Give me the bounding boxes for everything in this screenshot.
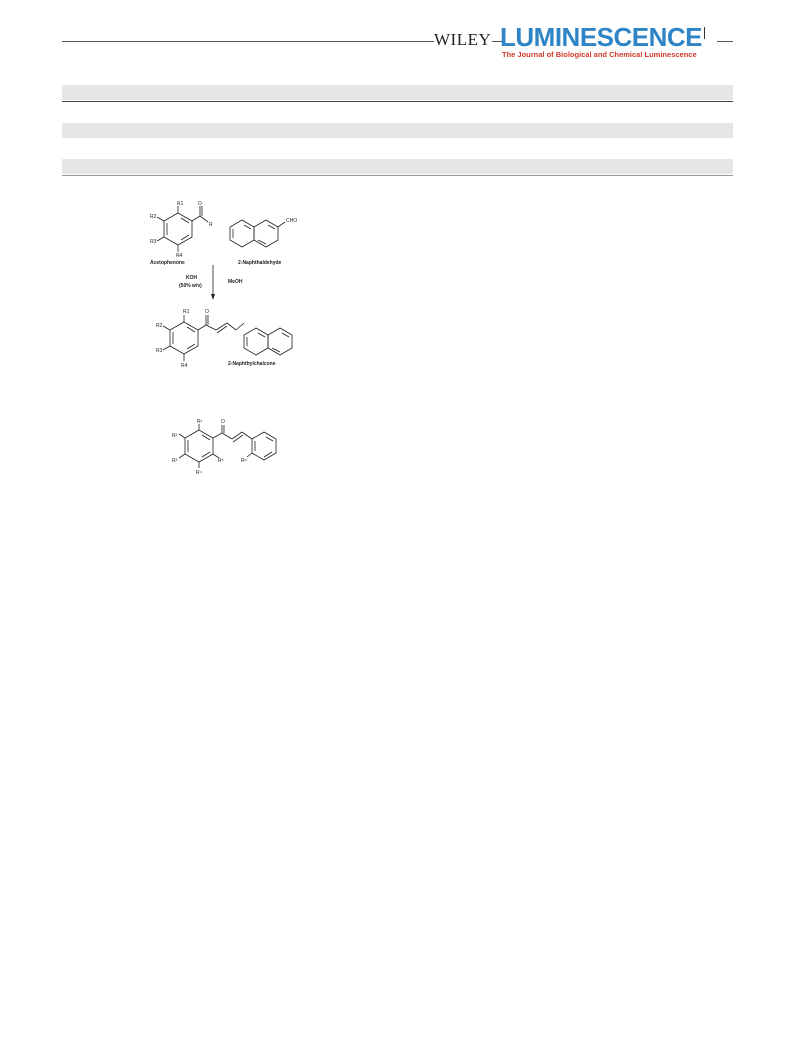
label-r2: R2 <box>150 214 157 220</box>
publisher-logo: WILEY <box>434 30 492 49</box>
reagent-conc-label: (50% w/v) <box>179 283 202 289</box>
structure2-label: R¹ <box>197 419 203 425</box>
label-cho: CHO <box>286 218 298 224</box>
product-naphthalene-a <box>244 328 268 355</box>
chalcone-ring <box>170 322 198 354</box>
structure2-label: R⁵ <box>218 458 224 464</box>
journal-subtitle: The Journal of Biological and Chemical Luminescence <box>502 50 697 59</box>
label-oxygen: O <box>205 309 209 315</box>
reagent-label: KOH <box>186 275 198 281</box>
journal-title: LUMINESCENCE <box>500 22 703 52</box>
label-r: R <box>209 222 213 228</box>
label-r1: R1 <box>177 201 184 207</box>
structure2-ring-b <box>252 432 276 460</box>
product-label: 2-Naphthylchalcone <box>228 361 276 367</box>
arrow-head <box>211 294 215 300</box>
label-oxygen: O <box>198 201 202 207</box>
structure2-label: R² <box>172 433 178 439</box>
naphthalene-ring-b <box>254 220 278 247</box>
label-r3: R3 <box>150 239 157 245</box>
solvent-label: MeOH <box>228 279 243 285</box>
acetophenone-ring <box>164 213 192 245</box>
label-r4: R4 <box>181 363 188 369</box>
naphthalene-ring-a <box>230 220 254 247</box>
structure2-ring-a <box>185 430 213 462</box>
label-r4: R4 <box>176 253 183 259</box>
structure2-label: R⁴ <box>196 470 202 476</box>
structure2-label: R³ <box>172 458 178 464</box>
acetophenone-label: Acetophenone <box>150 260 185 266</box>
label-r1: R1 <box>183 309 190 315</box>
structure2-label: R⁶ <box>241 458 247 464</box>
product-naphthalene-b <box>268 328 292 355</box>
label-r3: R3 <box>156 348 163 354</box>
label-r2: R2 <box>156 323 163 329</box>
naphthaldehyde-label: 2-Naphthaldehyde <box>238 260 282 266</box>
structure2-oxygen: O <box>221 419 225 425</box>
